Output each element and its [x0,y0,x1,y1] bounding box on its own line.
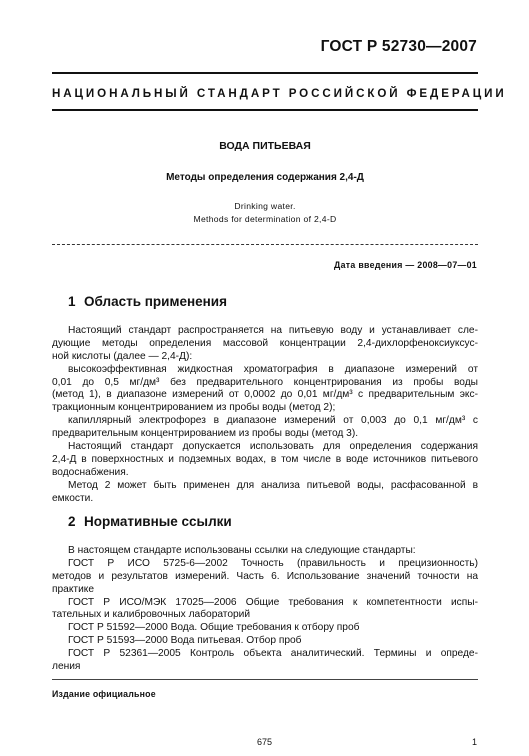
reference-line: ГОСТ Р ИСО 5725-6—2002 Точность (правильность и прецизионность) [68,557,478,569]
text-line: В настоящем стандарте использованы ссылки на следующие стандарты: [68,545,416,556]
text-line: тракционным концентрированием из пробы воды (метод 2); [52,402,336,414]
section-2-title: Нормативные ссылки [84,514,232,529]
section-1-body [52,325,478,505]
text-line: Настоящий стандарт допускается использовать для определения содержания [68,441,478,453]
document-subtitle: Методы определения содержания 2,4-Д [166,172,364,183]
text-line: 0,01 до 0,5 мг/дм³ без предварительного концентрирования из пробы воды [52,376,478,388]
reference-line: методов и результатов измерений. Часть 6. Использование значений точности на [52,570,478,582]
reference-line: практике [52,583,95,595]
title-separator [52,244,478,245]
footer-rule [52,679,478,680]
reference-line: ления [52,661,81,673]
section-1-number: 1 [68,294,76,309]
text-line: (метод 1), в диапазоне измерений от 0,0002 до 0,01 мг/дм³ с предварительным экс- [52,389,478,401]
english-title-line2: Methods for determination of 2,4-D [193,214,337,224]
reference-line: тательных и калибровочных лабораторий [52,609,251,621]
header-rule-top [52,72,478,74]
document-title: ВОДА ПИТЬЕВАЯ [219,140,311,152]
section-2-body [52,545,478,674]
section-2-heading [68,514,232,529]
text-line: предварительным концентрированием из пробы воды (метод 3). [52,428,359,440]
text-line: 2,4-Д в поверхностных и подземных водах, в том числе в воде источников питьевого [52,453,478,465]
english-title-line1: Drinking water. [234,201,296,211]
text-line: емкости. [52,492,94,504]
text-line: дующие методы определения массовой концентрации 2,4-дихлорфеноксиуксус- [52,337,478,349]
header-rule-bottom [52,109,478,111]
text-line: высокоэффективная жидкостная хроматография в диапазоне измерений от [68,363,478,375]
official-edition-label: Издание официальное [52,689,156,699]
national-standard-banner: НАЦИОНАЛЬНЫЙ СТАНДАРТ РОССИЙСКОЙ ФЕДЕРАЦИИ [52,87,507,100]
text-line: Настоящий стандарт распространяется на питьевую воду и устанавливает сле- [68,325,478,336]
text-line: Метод 2 может быть применен для анализа питьевой воды, расфасованной в [68,479,478,491]
reference-line: ГОСТ Р 51593—2000 Вода питьевая. Отбор проб [68,635,302,647]
section-1-title: Область применения [84,294,227,309]
reference-line: ГОСТ Р ИСО/МЭК 17025—2006 Общие требования к компетентности испы- [68,596,478,608]
page-number-right: 1 [471,737,477,747]
text-line: ной кислоты (далее — 2,4-Д): [52,350,193,362]
section-1-heading [68,294,227,309]
page-number-center: 675 [256,737,273,747]
text-line: капиллярный электрофорез в диапазоне измерений от 0,003 до 0,1 мг/дм³ с [68,415,478,427]
reference-line: ГОСТ Р 52361—2005 Контроль объекта аналитический. Термины и опреде- [68,648,478,660]
text-line: водоснабжения. [52,466,129,478]
section-2-number: 2 [68,514,76,529]
standard-code: ГОСТ Р 52730—2007 [320,38,477,55]
introduction-date: Дата введения — 2008—07—01 [334,260,477,270]
reference-line: ГОСТ Р 51592—2000 Вода. Общие требования к отбору проб [68,622,360,634]
